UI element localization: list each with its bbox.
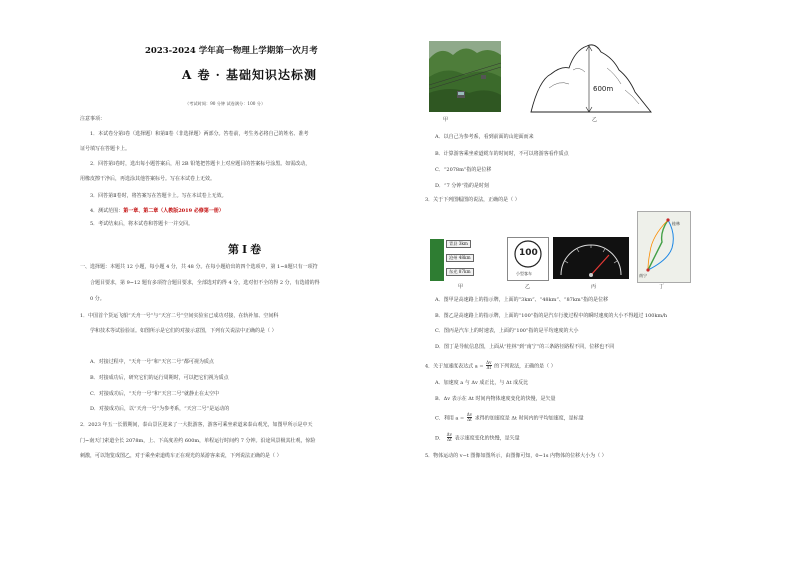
road-sign-2: 沧州 48km: [446, 254, 474, 262]
section-title: 第Ⅰ卷: [228, 243, 265, 256]
q3-caption-yi: 乙: [525, 284, 531, 290]
q4-option-b: B．Δv 表示在 Δt 时间内物体速度变化的快慢，是矢量: [435, 396, 556, 402]
note-4-prefix: 4．测试范围：: [90, 208, 124, 214]
q2-option-b: B．计算游客乘坐索道缆车的时间时，不可以将游客看作质点: [435, 151, 569, 157]
time-note: （考试时间：90 分钟 试卷满分：100 分）: [185, 101, 266, 106]
q4-option-c-a: C．利用 a =: [435, 415, 465, 422]
q4-option-c: [435, 413, 584, 423]
q2-option-a: A．以自己为参考系，看到前面的山迎面而来: [435, 134, 534, 140]
note-2b: 用橡皮擦干净后，再选涂其他答案标号。写在本试卷上无效。: [80, 176, 216, 182]
q4-option-d: [435, 433, 520, 443]
cable-car-photo: [429, 41, 501, 112]
part1-line1: 一、选择题：本题共 12 小题，每小题 4 分，共 48 分。在每小题给出的四个选项中，第 1~8题只有一项符: [80, 264, 318, 270]
q4-option-d-prefix: D．: [435, 435, 445, 442]
q1-stem-1: 1．中国首个货运飞船“天舟一号”与“天宫二号”空间实验室已成功对接，在轨补加、空间科: [80, 313, 279, 319]
q4-stem-a: 4．关于加速度表达式 a =: [425, 363, 484, 370]
note-2a: 2．回答第Ⅰ卷时，选出每小题答案后，用 2B 铅笔把答题卡上对应题目的答案标号涂黑。如需改动，: [90, 161, 311, 167]
q3-caption-jia: 甲: [458, 284, 464, 290]
q2-stem-1: 2．2023 年五一长假期间，泰山景区迎来了一大批游客，游客可乘坐索道来泰山观光，如图甲所示是中天: [80, 422, 313, 428]
q3-option-d: D．图丁是导航信息图，上面从“桂林”到“南宁”的三条路径路程不同，位移也不同: [435, 344, 615, 350]
mountain-diagram: [529, 40, 653, 118]
part1-line3: 0 分。: [90, 296, 105, 302]
exam-subtitle: A 卷 · 基础知识达标测: [182, 68, 318, 82]
q1-option-d: D．对接成功后，以“天舟一号”为参考系，“天宫二号”是运动的: [90, 406, 230, 412]
speed-limit-value: 100: [519, 248, 538, 258]
q1-option-b: B．对接成功后，研究它们的运行周期时，可以把它们视为质点: [90, 375, 229, 381]
q3-option-a: A．图甲是高速路上的指示牌，上面的“3km”、“48km”、“87km”指的是位移: [435, 297, 609, 303]
q2-stem-3: 刺激，可以饱览成图乙，对于乘坐索道缆车正在观光的某游客来说，下列说法正确的是（ ）: [80, 453, 282, 459]
q4-option-c-num: Δv: [466, 412, 473, 417]
q4-fraction: [486, 361, 491, 371]
q1-option-a: A．对接过程中，“天舟一号”和“天宫二号”都可视为质点: [90, 359, 214, 365]
speed-limit-sign: [507, 237, 549, 281]
q3-caption-bing: 丙: [591, 284, 597, 290]
note-3: 3．回答第Ⅱ卷时，将答案写在答题卡上。写在本试卷上无效。: [90, 193, 227, 199]
cable-car-photo-svg: [429, 41, 501, 112]
q4-frac-den: Δt: [486, 365, 492, 371]
q3-caption-ding: 丁: [659, 284, 665, 290]
q4-option-d-b: 表示速度变化的快慢，是矢量: [454, 435, 520, 442]
map-label-guilin: 桂林: [672, 221, 680, 226]
exam-title: 2023-2024 学年高一物理上学期第一次月考: [145, 46, 318, 56]
note-1b: 证号填写在答题卡上。: [80, 146, 131, 152]
map-label-nanning: 南宁: [639, 273, 647, 278]
navigation-map-svg: [638, 212, 690, 282]
q4-option-d-den: Δt: [446, 437, 452, 443]
q2-stem-2: 门~南天门索道全长 2078m，上、下高度差约 600m，单程运行时间约 7 分钟。沿途风景极其壮观，惊险: [80, 438, 316, 444]
note-4-scope: 第一章、第二章（人教版2019 必修第一册）: [123, 208, 224, 214]
q4-option-c-b: 求得的加速度是 Δt 时间内的平均加速度，是标量: [474, 415, 584, 422]
note-1a: 1．本试卷分第Ⅰ卷（选择题）和第Ⅱ卷（非选择题）两部分。答卷前，考生务必将自己的姓名、准考: [90, 131, 309, 137]
speedometer: [553, 237, 629, 279]
q4-option-d-fraction: [447, 433, 452, 443]
note-5: 5．考试结束后，将本试卷和答题卡一并交回。: [90, 221, 194, 227]
q4-option-c-den: Δt: [467, 417, 472, 423]
q4-option-d-num: Δv: [446, 432, 452, 437]
q4-stem-b: 的下列说法，正确的是（ ）: [494, 363, 556, 370]
mountain-diagram-svg: [529, 40, 653, 118]
q4-option-a: A．加速度 a 与 Δv 成正比，与 Δt 成反比: [435, 380, 529, 386]
q2-option-d: D．“7 分钟”指的是时刻: [435, 183, 489, 189]
height-label: 600m: [593, 85, 614, 93]
fig-label-jia: 甲: [443, 117, 449, 123]
speed-limit-caption: 小型客车: [516, 271, 532, 276]
part1-line2: 合题目要求，第 9~12 题有多项符合题目要求，全部选对的得 4 分，选对但不全的得 2 分，有选错的得: [90, 280, 320, 286]
fig-label-yi: 乙: [592, 117, 598, 123]
q4-frac-num: Δv: [486, 360, 492, 365]
road-sign-panel: [430, 239, 444, 281]
road-sign-1: 青县 3km: [446, 240, 471, 248]
q3-option-b: B．图乙是高速路上的指示牌，上面的“100”指的是汽车行驶过程中的瞬时速度的大小不得超过 100km/h: [435, 313, 668, 319]
q2-option-c: C．“2078m”指的是位移: [435, 167, 492, 173]
note-4: [90, 208, 224, 214]
speedometer-svg: [553, 237, 629, 279]
navigation-map: [637, 211, 691, 283]
q3-stem: 3．关于下列图幅图的说法，正确的是（ ）: [425, 197, 520, 203]
road-sign-3: 东光 87km: [446, 268, 474, 276]
q4-stem: [425, 361, 556, 371]
road-signs: [430, 239, 498, 281]
notes-heading: 注意事项：: [80, 116, 106, 122]
q3-option-c: C．图丙是汽车上的时速表，上面的“100”指的是平均速度的大小: [435, 328, 579, 334]
q1-stem-2: 学和技术等试验验证。如图所示是它们的对接示意图，下列有关说法中正确的是（ ）: [90, 328, 277, 334]
q1-option-c: C．对接成功后，“天舟一号”和“天宫二号”就静止在太空中: [90, 391, 220, 397]
q5-stem: 5．物体运动的 v−t 图像如图所示，由图像可知，0~1s 内物体的位移大小为（ ）: [425, 453, 607, 459]
q4-option-c-fraction: [467, 413, 472, 423]
